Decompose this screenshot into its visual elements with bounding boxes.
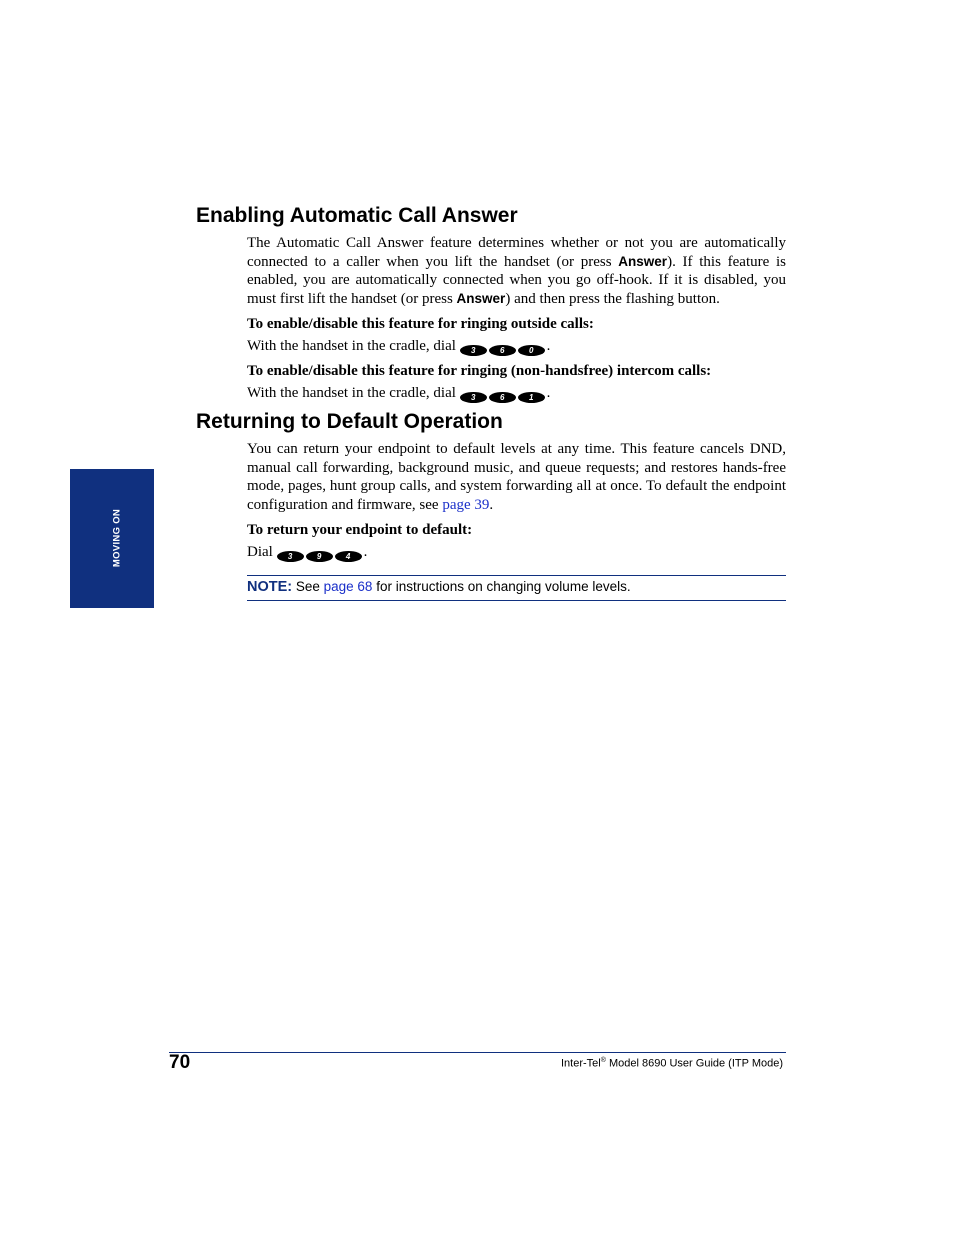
- procedure-title-outside-calls: To enable/disable this feature for ringing outside calls:: [247, 316, 594, 332]
- answer-key-label: Answer: [618, 253, 668, 269]
- auto-answer-description: The Automatic Call Answer feature determines whether or not you are automatically connected to a caller when you lift the handset (or press Answer). If this feature is enabled, you are automatically connected when you go off-hook. If it is disabled, you must first lift the handset (or press Answer) and then press the flashing button.: [247, 235, 786, 308]
- note-bottom-rule: [247, 600, 786, 601]
- section-heading-default-operation: Returning to Default Operation: [196, 410, 503, 433]
- procedure-title-intercom-calls: To enable/disable this feature for ringing (non-handsfree) intercom calls:: [247, 363, 712, 379]
- footer-title: Inter-Tel® Model 8690 User Guide (ITP Mode): [560, 1057, 783, 1070]
- dial-key-3: 3: [277, 551, 304, 562]
- dial-key-9: 9: [306, 551, 333, 562]
- default-operation-description: You can return your endpoint to default levels at any time. This feature cancels DND, manual call forwarding, background music, and queue requests; and restores hands-free mode, pages, hunt group calls, and system forwarding all at once. To default the endpoint configuration and firmware, see page 39.: [247, 441, 786, 514]
- page-number: 70: [169, 1052, 191, 1073]
- dial-key-0: 0: [518, 345, 545, 356]
- procedure-step-default: Dial 3 9 4 .: [247, 543, 367, 564]
- procedure-step-outside-calls: With the handset in the cradle, dial 3 6 0 .: [247, 337, 550, 358]
- dial-key-3: 3: [460, 392, 487, 403]
- dial-key-6: 6: [489, 345, 516, 356]
- note-label: NOTE:: [247, 579, 293, 595]
- page-68-link[interactable]: page 68: [323, 579, 373, 594]
- note: NOTE: See page 68 for instructions on changing volume levels.: [247, 579, 631, 595]
- dial-key-1: 1: [518, 392, 545, 403]
- dial-keys: [277, 546, 364, 564]
- dial-key-3: 3: [460, 345, 487, 356]
- answer-key-label: Answer: [456, 291, 506, 307]
- section-heading-auto-answer: Enabling Automatic Call Answer: [196, 204, 518, 227]
- dial-key-6: 6: [489, 392, 516, 403]
- side-tab-label: MOVING ON: [111, 508, 123, 568]
- note-top-rule: [247, 575, 786, 576]
- dial-keys: [460, 340, 547, 358]
- procedure-title-default: To return your endpoint to default:: [247, 522, 473, 538]
- procedure-step-intercom-calls: With the handset in the cradle, dial 3 6 1 .: [247, 384, 550, 405]
- page-39-link[interactable]: page 39: [442, 497, 490, 514]
- dial-key-4: 4: [335, 551, 362, 562]
- dial-keys: [460, 387, 547, 405]
